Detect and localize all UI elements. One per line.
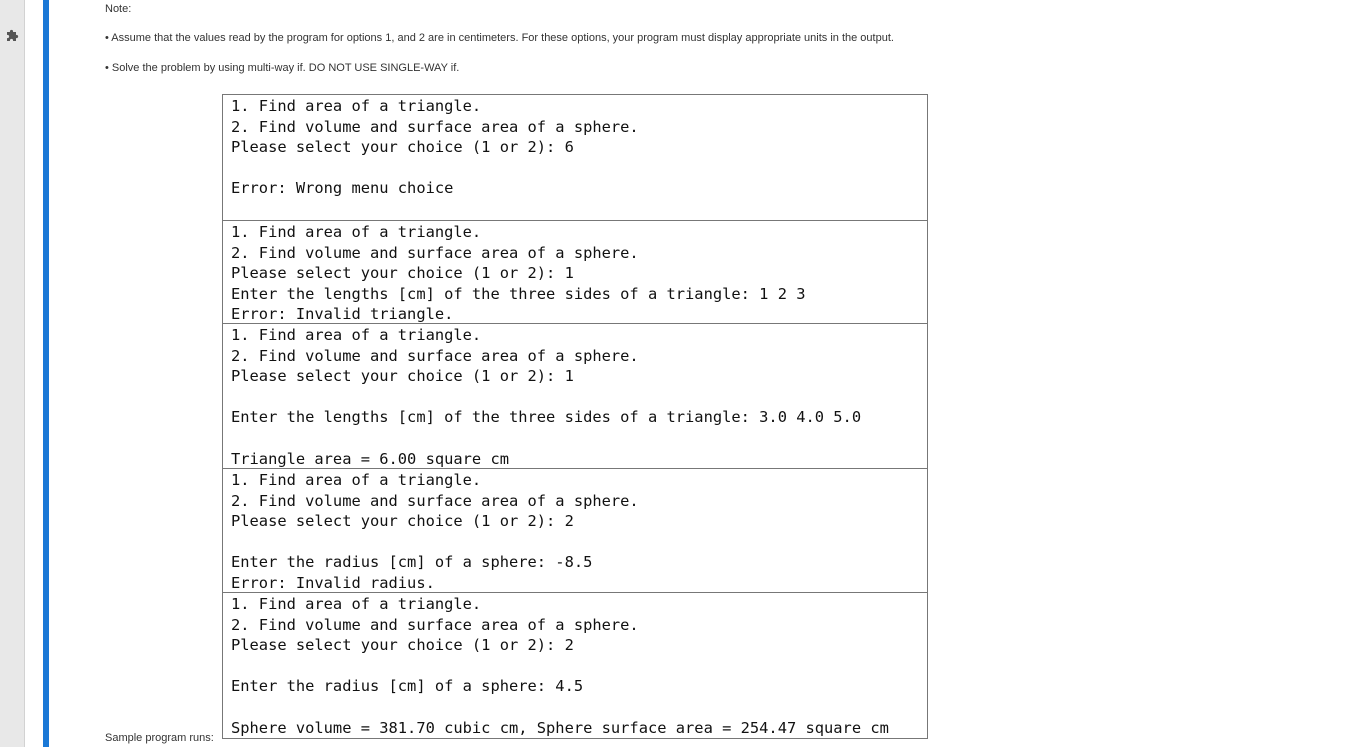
- console-line: Enter the lengths [cm] of the three sides of a triangle: 1 2 3: [231, 284, 806, 303]
- content-accent-bar: [43, 0, 49, 747]
- console-line: [231, 532, 927, 553]
- console-line: 2. Find volume and surface area of a sphere.: [231, 491, 639, 510]
- console-line: Enter the lengths [cm] of the three sides of a triangle: 3.0 4.0 5.0: [231, 408, 862, 427]
- console-line: Enter the radius [cm] of a sphere: 4.5: [231, 677, 584, 696]
- console-line: 2. Find volume and surface area of a sphere.: [231, 615, 639, 634]
- console-line: Please select your choice (1 or 2): 2: [231, 512, 574, 531]
- console-line: 1. Find area of a triangle.: [231, 326, 482, 344]
- console-line: 1. Find area of a triangle.: [231, 223, 482, 241]
- console-line: Enter the radius [cm] of a sphere: -8.5: [231, 553, 593, 572]
- console-line: Error: Wrong menu choice: [231, 179, 454, 198]
- console-line: Sphere volume = 381.70 cubic cm, Sphere surface area = 254.47 square cm: [231, 718, 889, 737]
- console-line: Please select your choice (1 or 2): 1: [231, 264, 574, 283]
- console-line: [231, 428, 927, 449]
- console-line: [231, 697, 927, 718]
- console-line: Triangle area = 6.00 square cm: [231, 449, 509, 468]
- console-line: 2. Find volume and surface area of a sphere.: [231, 346, 639, 365]
- console-line: Error: Invalid triangle.: [231, 305, 454, 323]
- console-line: Please select your choice (1 or 2): 1: [231, 367, 574, 386]
- note-label: Note:: [105, 3, 132, 15]
- console-line: 2. Find volume and surface area of a sphere.: [231, 117, 639, 136]
- console-line: [231, 656, 927, 677]
- sample-run-1: [223, 95, 927, 220]
- console-line: [231, 387, 927, 408]
- sample-run-2: [223, 220, 927, 323]
- console-line: Error: Invalid radius.: [231, 573, 435, 592]
- console-line: Please select your choice (1 or 2): 6: [231, 138, 574, 157]
- note-bullet-multiway-if: • Solve the problem by using multi-way if. DO NOT USE SINGLE-WAY if.: [105, 62, 460, 74]
- sample-run-4: [223, 468, 927, 592]
- console-line: 1. Find area of a triangle.: [231, 97, 482, 115]
- note-bullet-units: • Assume that the values read by the program for options 1, and 2 are in centimeters. For these options, your program must display appropriate units in the output.: [105, 32, 894, 44]
- console-line: Please select your choice (1 or 2): 2: [231, 636, 574, 655]
- console-line: 2. Find volume and surface area of a sphere.: [231, 243, 639, 262]
- console-line: [231, 158, 927, 179]
- sample-runs-table: [222, 94, 928, 739]
- console-line: 1. Find area of a triangle.: [231, 595, 482, 613]
- sample-run-3: [223, 323, 927, 468]
- puzzle-piece-icon[interactable]: [4, 27, 20, 43]
- console-line: 1. Find area of a triangle.: [231, 471, 482, 489]
- sample-run-5: [223, 592, 927, 738]
- sample-runs-label: Sample program runs:: [105, 732, 214, 744]
- left-gutter: [0, 0, 25, 747]
